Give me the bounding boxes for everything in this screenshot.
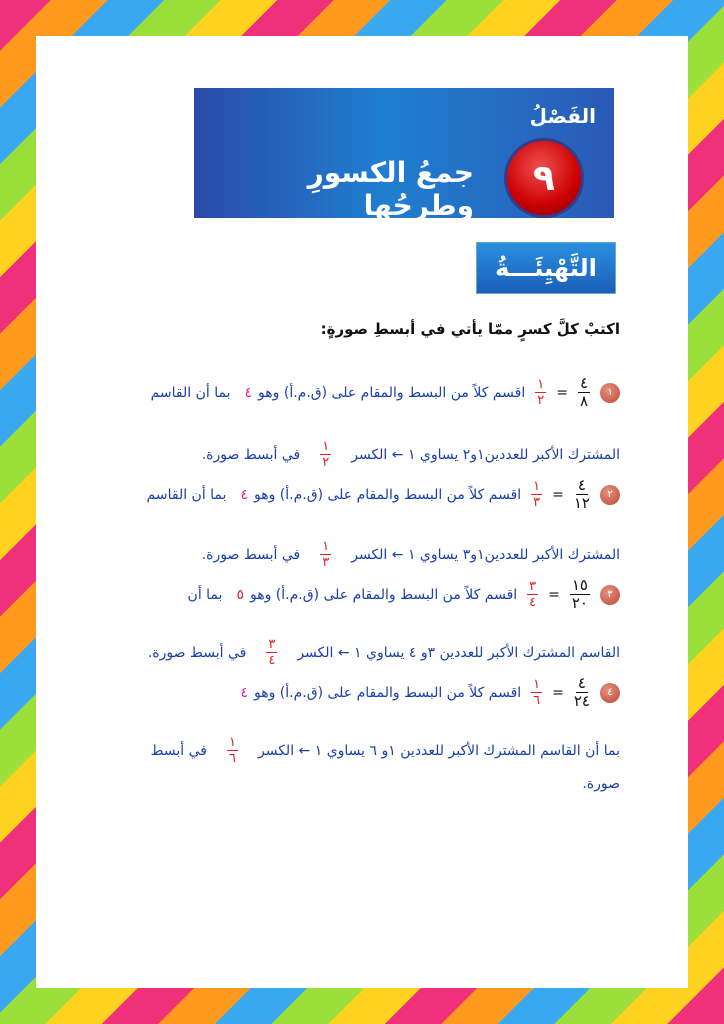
gcf-value: ٤ — [240, 486, 248, 503]
problem-line — [582, 776, 620, 792]
denominator: ١٢ — [573, 494, 590, 512]
explanation-text: بما أن — [187, 586, 223, 603]
answer-fraction — [320, 440, 331, 469]
given-fraction — [574, 676, 590, 709]
answer-fraction — [531, 480, 542, 509]
answer-fraction — [227, 736, 238, 765]
explanation-text: اقسم كلاً من البسط والمقام على (ق.م.أ) وهو — [258, 384, 526, 401]
explanation-text: بما أن القاسم — [150, 384, 231, 401]
equals-sign: = — [552, 486, 564, 503]
numerator: ٣ — [268, 637, 276, 652]
explanation-text: بما أن القاسم — [146, 486, 227, 503]
denominator: ٤ — [529, 595, 537, 610]
answer-fraction — [320, 540, 331, 569]
numerator: ٤ — [579, 374, 588, 392]
problem-line — [151, 736, 620, 765]
numerator: ١ — [322, 439, 330, 454]
denominator: ٢ — [322, 455, 330, 470]
explanation-text: في أبسط صورة. — [147, 644, 247, 661]
gcf-value: ٥ — [236, 586, 244, 603]
gcf-value: ٤ — [244, 384, 253, 401]
explanation-text: بما أن القاسم المشترك الأكبر للعددين ١و ٦ يساوي ١ ← الكسر — [257, 742, 620, 759]
numerator: ١ — [537, 377, 545, 392]
denominator: ٣ — [322, 555, 330, 570]
denominator: ٦ — [229, 751, 236, 766]
answer-fraction — [531, 678, 542, 707]
numerator: ٤ — [577, 674, 586, 692]
explanation-text: القاسم المشترك الأكبر للعددين ٣و ٤ يساوي ١ ← الكسر — [297, 644, 620, 661]
explanation-text: المشترك الأكبر للعددين١و٣ يساوي ١ ← الكسر — [351, 546, 620, 563]
numerator: ١ — [533, 479, 541, 494]
denominator: ٢ — [537, 393, 545, 408]
problem-line — [147, 478, 620, 511]
numerator: ١٥ — [571, 576, 588, 594]
explanation-text: صورة. — [582, 776, 620, 792]
chapter-banner — [194, 88, 614, 222]
equals-sign: = — [556, 384, 568, 401]
section-tab: التَّهْيِئَـــةُ — [476, 242, 616, 294]
equals-sign: = — [548, 586, 560, 603]
explanation-text: المشترك الأكبر للعددين١و٢ يساوي ١ ← الكسر — [351, 446, 620, 463]
explanation-text: اقسم كلاً من البسط والمقام على (ق.م.أ) وهو — [253, 684, 522, 701]
denominator: ٣ — [533, 495, 541, 510]
problem-number-badge: ٣ — [600, 585, 620, 605]
chapter-label: الفَصْلُ — [529, 104, 596, 128]
explanation-text: في أبسط صورة. — [201, 546, 301, 563]
denominator: ٤ — [268, 653, 276, 668]
problem-line — [148, 638, 620, 667]
denominator: ٢٤ — [573, 692, 590, 710]
answer-fraction — [535, 378, 546, 407]
given-fraction — [570, 578, 590, 611]
chapter-title: جمعُ الكسورِ وطرحُها — [307, 156, 474, 222]
problem-number-badge: ٤ — [600, 683, 620, 703]
denominator: ٦ — [533, 693, 541, 708]
numerator: ١ — [533, 677, 541, 692]
problem-line — [202, 540, 620, 569]
numerator: ١ — [229, 735, 236, 750]
problem-line — [202, 440, 620, 469]
answer-fraction — [527, 580, 538, 609]
instruction: اكتبْ كلَّ كسرٍ ممّا يأتي في أبسطِ صورةٍ: — [320, 320, 620, 338]
numerator: ٣ — [529, 579, 537, 594]
gcf-value: ٤ — [240, 684, 248, 701]
problem-line — [188, 578, 620, 611]
equals-sign: = — [552, 684, 564, 701]
problem-number-badge: ١ — [600, 383, 620, 403]
explanation-text: في أبسط — [150, 742, 207, 759]
given-fraction — [574, 478, 590, 511]
problem-line — [226, 676, 620, 709]
problem-number-badge: ٢ — [600, 485, 620, 505]
explanation-text: اقسم كلاً من البسط والمقام على (ق.م.أ) وهو — [253, 486, 522, 503]
answer-fraction — [266, 638, 277, 667]
explanation-text: في أبسط صورة. — [201, 446, 301, 463]
given-fraction — [578, 376, 590, 409]
numerator: ٤ — [577, 476, 586, 494]
denominator: ٢٠ — [571, 594, 588, 612]
chapter-number: ٩ — [504, 138, 584, 218]
explanation-text: اقسم كلاً من البسط والمقام على (ق.م.أ) وهو — [249, 586, 518, 603]
problem-line — [151, 376, 620, 409]
numerator: ١ — [322, 539, 330, 554]
denominator: ٨ — [579, 392, 588, 410]
